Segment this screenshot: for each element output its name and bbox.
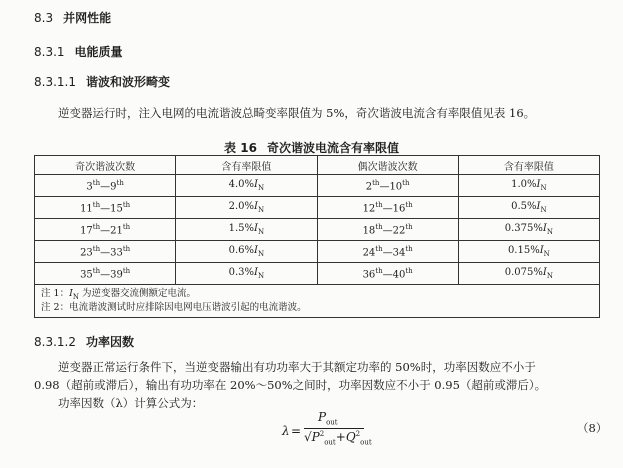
section-title: 电能质量 xyxy=(74,45,123,59)
formula-numerator: $P_{out}$ xyxy=(318,410,338,427)
harmonic-limits-table xyxy=(34,155,600,318)
table-title: 奇次谐波电流含有率限值 xyxy=(266,141,399,155)
limit-value: $1.0\%I_N$ xyxy=(458,175,599,197)
table-row xyxy=(35,241,600,263)
harmonic-order-range: 23th—33th xyxy=(35,241,176,263)
harmonic-order-range: 36th—40th xyxy=(317,263,458,285)
section-number: 8.3.1.2 xyxy=(34,335,76,349)
note-2: 注 2：电流谐波测试时应排除因电网电压谐波引起的电流谐波。 xyxy=(41,302,307,313)
limit-value: $0.375\%I_N$ xyxy=(458,219,599,241)
table-caption xyxy=(0,139,623,156)
limit-value: $0.075\%I_N$ xyxy=(458,263,599,285)
limit-value: $0.5\%I_N$ xyxy=(458,197,599,219)
limit-value: $2.0\%I_N$ xyxy=(176,197,317,219)
table-header-row xyxy=(35,156,600,175)
table-row xyxy=(35,263,600,285)
section-8-3-1-2-heading xyxy=(34,333,134,350)
harmonic-order-range: 11th—15th xyxy=(35,197,176,219)
header-cell: 含有率限值 xyxy=(176,156,317,175)
section-8-3-1-heading xyxy=(34,43,123,60)
header-cell: 含有率限值 xyxy=(458,156,599,175)
header-cell: 偶次谐波次数 xyxy=(317,156,458,175)
formula-denominator: $√P^2_{out}+Q^2_{out}$ xyxy=(304,430,372,447)
harmonic-order-range: 12th—16th xyxy=(317,197,458,219)
harmonic-order-range: 24th—34th xyxy=(317,241,458,263)
section-title: 谐波和波形畸变 xyxy=(85,75,170,89)
section-title: 并网性能 xyxy=(63,11,112,25)
section-number: 8.3 xyxy=(34,11,54,25)
section-8-3-heading xyxy=(34,9,111,26)
section-number: 8.3.1 xyxy=(34,45,65,59)
harmonic-order-range: 17th—21th xyxy=(35,219,176,241)
limit-value: $0.6\%I_N$ xyxy=(176,241,317,263)
harmonic-order-range: 3th—9th xyxy=(35,175,176,197)
limit-value: $4.0\%I_N$ xyxy=(176,175,317,197)
harmonic-order-range: 18th—22th xyxy=(317,219,458,241)
harmonic-order-range: 35th—39th xyxy=(35,263,176,285)
table-notes-row xyxy=(35,285,600,318)
section-number: 8.3.1.1 xyxy=(34,75,76,89)
limit-value: $0.3\%I_N$ xyxy=(176,263,317,285)
table-number: 表 16 xyxy=(224,141,257,155)
table-row xyxy=(35,175,600,197)
table-row xyxy=(35,197,600,219)
table-notes xyxy=(35,285,600,318)
formula-lambda: λ xyxy=(282,424,290,438)
section-8-3-1-1-heading xyxy=(34,73,170,90)
fraction-bar xyxy=(304,428,364,429)
table-row xyxy=(35,219,600,241)
header-cell: 奇次谐波次数 xyxy=(35,156,176,175)
limit-value: $0.15\%I_N$ xyxy=(458,241,599,263)
harmonic-order-range: 2th—10th xyxy=(317,175,458,197)
limit-value: $1.5\%I_N$ xyxy=(176,219,317,241)
note-1: 注 1：$I_N$ 为逆变器交流侧额定电流。 xyxy=(41,288,197,301)
paragraph-pf-line-1: 逆变器正常运行条件下，当逆变器输出有功功率大于其额定功率的 50%时，功率因数应不小于 xyxy=(58,360,536,374)
paragraph-thd-limit: 逆变器运行时，注入电网的电流谐波总畸变率限值为 5%，奇次谐波电流含有率限值见表 16。 xyxy=(58,106,536,120)
equation-number: （8） xyxy=(577,421,608,435)
section-title: 功率因数 xyxy=(85,335,134,349)
paragraph-formula-intro: 功率因数（λ）计算公式为： xyxy=(58,396,204,410)
formula-equals: = xyxy=(291,424,302,438)
paragraph-pf-line-2: 0.98（超前或滞后），输出有功功率在 20%～50%之间时，功率因数应不小于 0.95（超前或滞后）。 xyxy=(34,378,547,392)
